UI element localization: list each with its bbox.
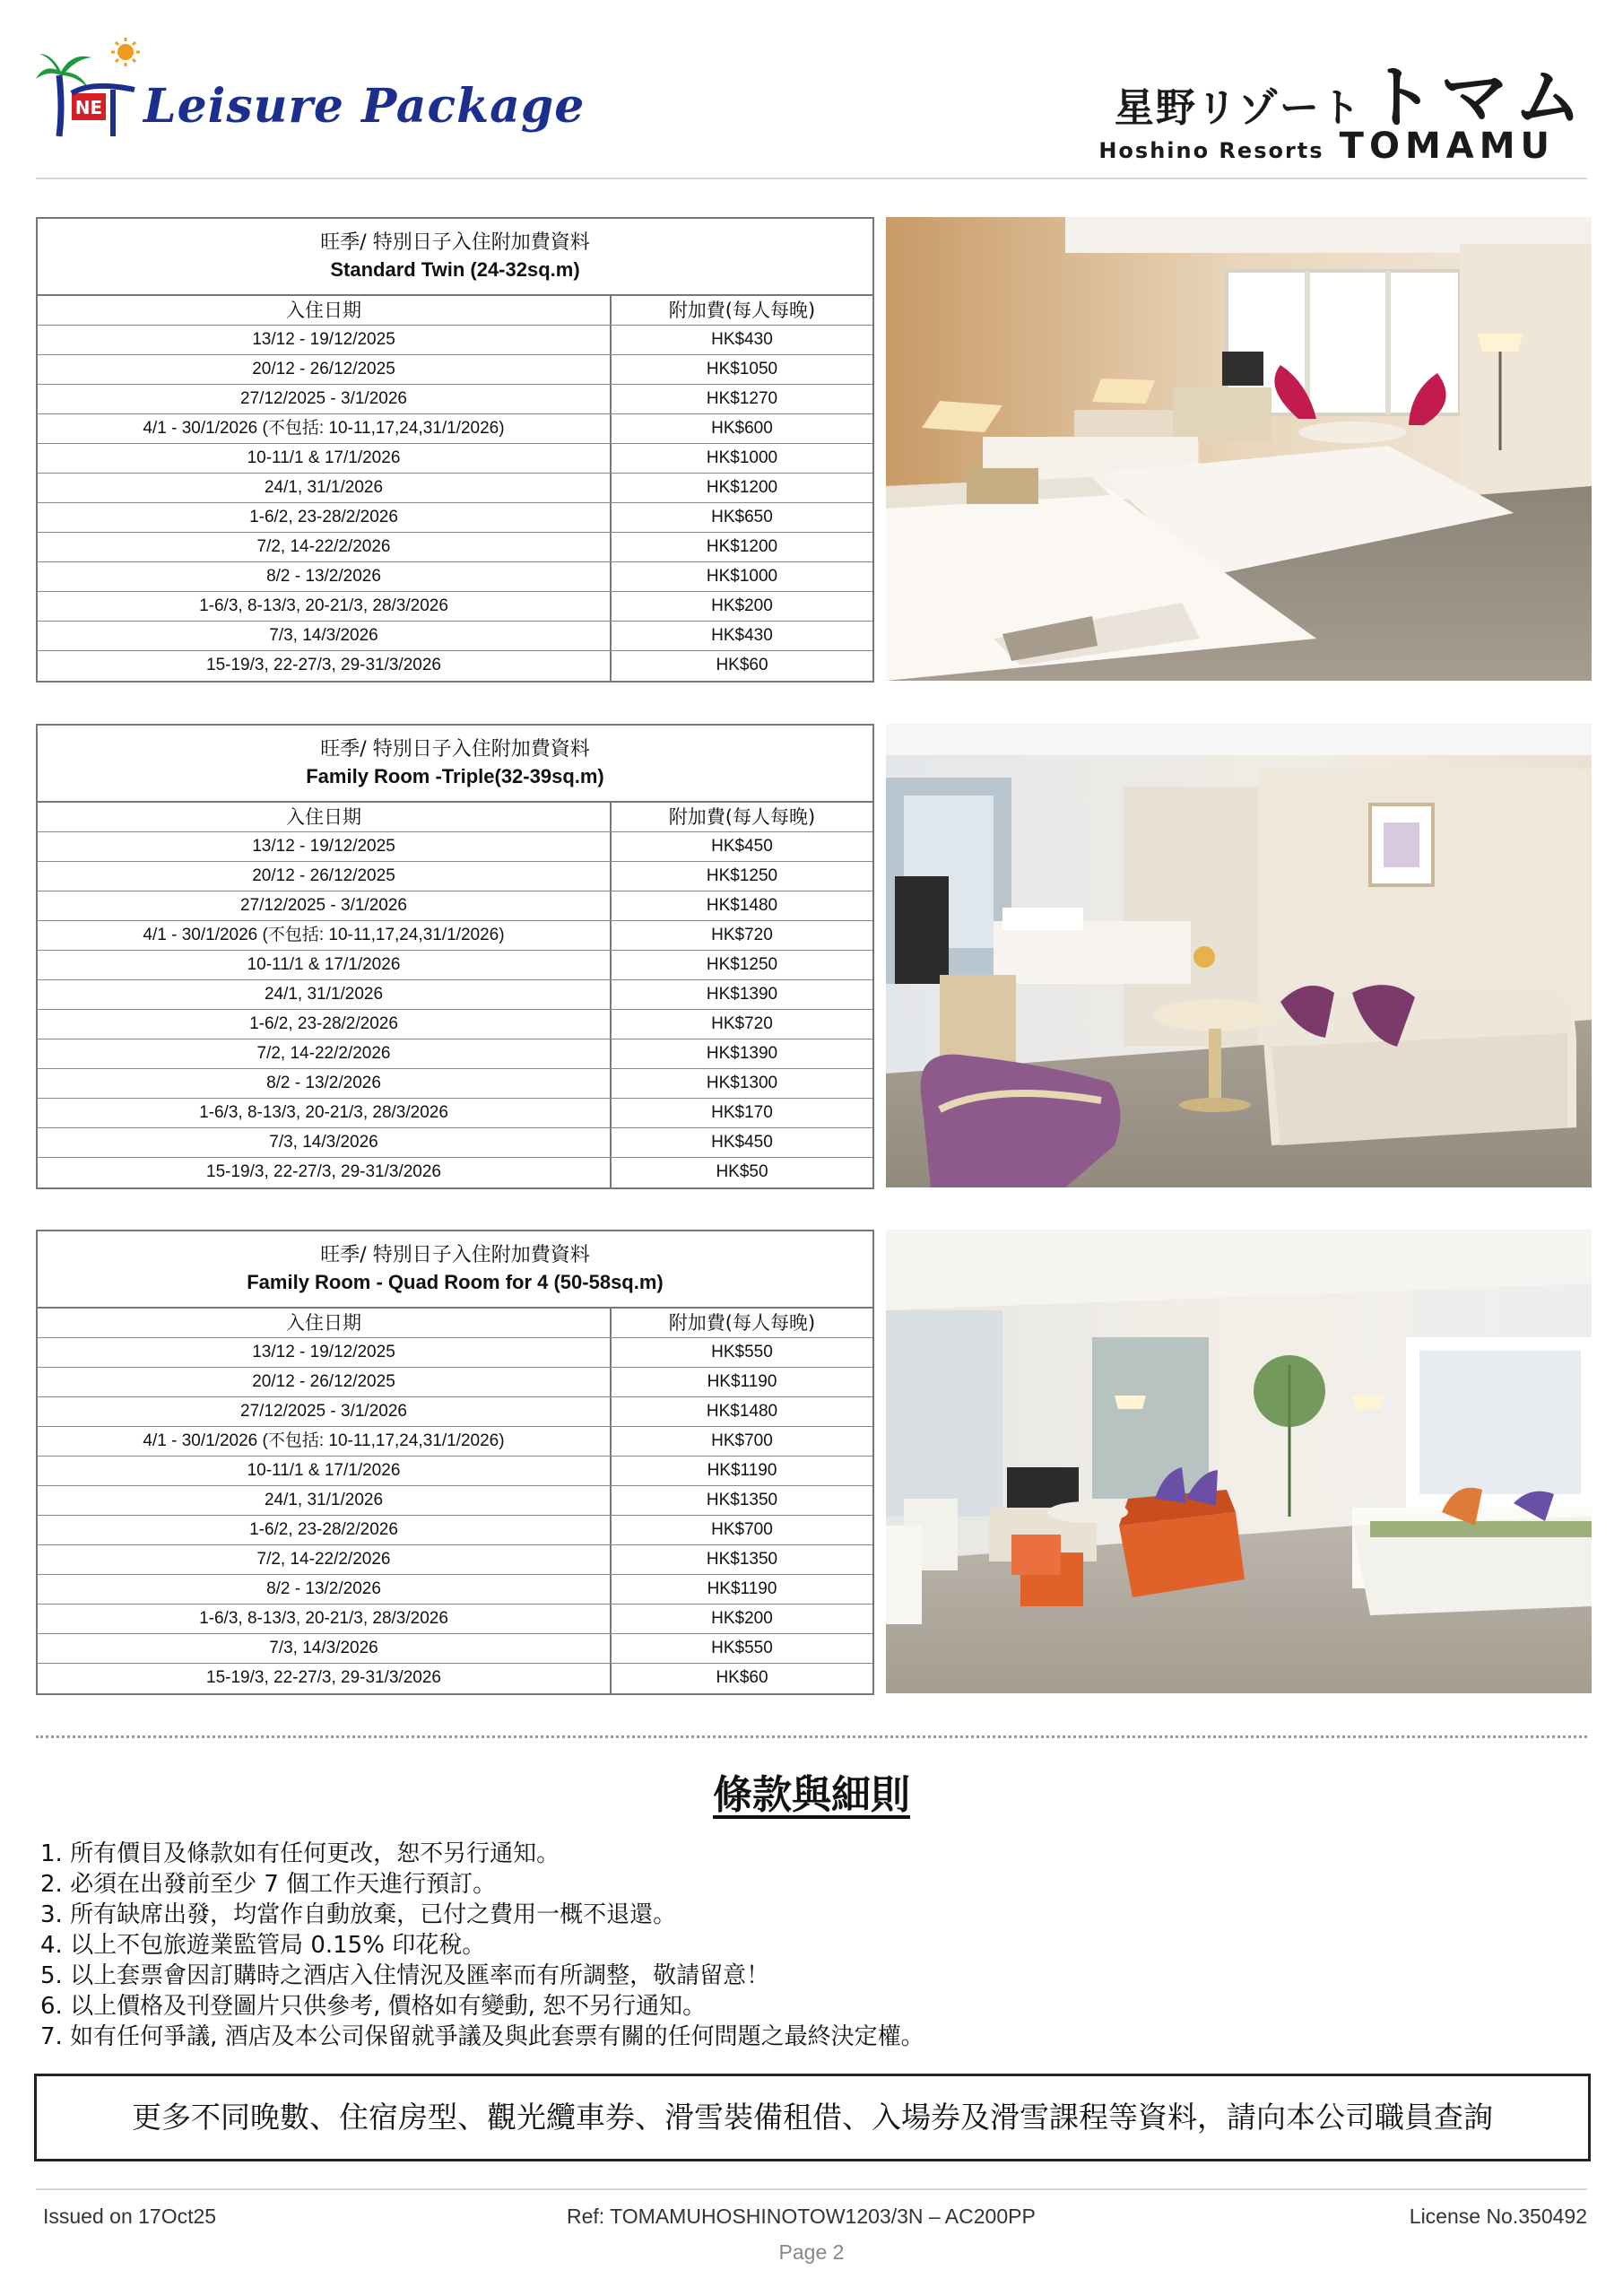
row-date: 1-6/2, 23-28/2/2026 [38,1010,612,1039]
table-title [38,1231,872,1309]
hotel-name-en [1098,126,1555,167]
table-title-zh: 旺季/ 特別日子入住附加費資料 [320,738,590,761]
row-date: 8/2 - 13/2/2026 [38,1069,612,1098]
row-date: 20/12 - 26/12/2025 [38,355,612,384]
row-fee: HK$1390 [706,985,778,1004]
issued-date: Issued on 17Oct25 [43,2205,217,2228]
row-date: 10-11/1 & 17/1/2026 [38,1457,612,1485]
row-date: 4/1 - 30/1/2026 (不包括: 10-11,17,24,31/1/2026) [38,1427,612,1456]
row-fee: HK$1270 [706,389,778,408]
table-row [38,1664,872,1693]
table-row [38,1368,872,1397]
row-date: 4/1 - 30/1/2026 (不包括: 10-11,17,24,31/1/2026) [38,414,612,443]
terms-item: 1. 所有價目及條款如有任何更改，恕不另行通知。 [40,1840,560,1867]
hotel-name-en-big: TOMAMU [1339,126,1555,167]
table-title-room: Family Room -Triple(32-39sq.m) [306,765,604,787]
table-row [38,474,872,503]
row-date: 24/1, 31/1/2026 [38,474,612,502]
column-header-fee: 附加費(每人每晚) [668,300,816,321]
row-date: 1-6/3, 8-13/3, 20-21/3, 28/3/2026 [38,1605,612,1633]
table-row [38,1039,872,1069]
terms-item: 5. 以上套票會因訂購時之酒店入住情況及匯率而有所調整，敬請留意！ [40,1962,770,1989]
row-fee: HK$430 [711,626,773,645]
table-row [38,503,872,533]
row-fee: HK$430 [711,330,773,349]
row-date: 4/1 - 30/1/2026 (不包括: 10-11,17,24,31/1/2026) [38,921,612,950]
row-date: 8/2 - 13/2/2026 [38,1575,612,1604]
terms-heading: 條款與細則 [713,1772,910,1818]
table-row [38,1069,872,1099]
table-row [38,562,872,592]
row-date: 10-11/1 & 17/1/2026 [38,444,612,473]
row-fee: HK$1350 [706,1550,778,1569]
terms-item: 2. 必須在出發前至少 7 個工作天進行預訂。 [40,1871,497,1898]
row-fee: HK$550 [711,1639,773,1657]
table-row [38,891,872,921]
terms-list [40,1839,1583,2052]
table-row [38,533,872,562]
table-title-room: Family Room - Quad Room for 4 (50-58sq.m) [247,1271,664,1293]
rate-table [36,1230,874,1695]
row-date: 1-6/2, 23-28/2/2026 [38,1516,612,1544]
row-date: 15-19/3, 22-27/3, 29-31/3/2026 [38,1664,612,1693]
table-row [38,326,872,355]
row-fee: HK$1250 [706,955,778,974]
hotel-name-jp-small: 星野リゾート [1114,85,1362,131]
room-photo-family-quad [886,1230,1592,1693]
page-footer [36,2188,1587,2287]
license-number: License No.350492 [1409,2205,1587,2228]
enquiry-notice-box: 更多不同晚數、住宿房型、觀光纜車券、滑雪裝備租借、入場券及滑雪課程等資料，請向本公司職員查詢 [34,2074,1591,2161]
row-fee: HK$450 [711,1133,773,1152]
terms-item: 4. 以上不包旅遊業監管局 0.15% 印花稅。 [40,1932,486,1959]
row-date: 7/3, 14/3/2026 [38,1128,612,1157]
table-row [38,592,872,622]
row-date: 1-6/2, 23-28/2/2026 [38,503,612,532]
table-row [38,832,872,862]
table-row [38,951,872,980]
table-row [38,355,872,385]
row-date: 7/2, 14-22/2/2026 [38,1039,612,1068]
row-fee: HK$1480 [706,1402,778,1421]
row-date: 7/3, 14/3/2026 [38,622,612,650]
rate-table [36,724,874,1189]
table-row [38,921,872,951]
row-fee: HK$1200 [706,478,778,497]
row-fee: HK$720 [711,1014,773,1033]
terms-item: 6. 以上價格及刊登圖片只供參考, 價格如有變動, 恕不另行通知。 [40,1993,707,2020]
row-fee: HK$1000 [706,448,778,467]
table-row [38,862,872,891]
company-logo [36,36,586,152]
row-date: 20/12 - 26/12/2025 [38,862,612,891]
rate-table [36,217,874,683]
table-row [38,1575,872,1605]
table-header-row [38,1309,872,1338]
table-header-row [38,803,872,832]
row-fee: HK$1480 [706,896,778,915]
table-row [38,1516,872,1545]
svg-text:NE: NE [74,97,103,118]
page-header [36,27,1587,179]
rate-section-family-quad [36,1230,1592,1693]
row-date: 13/12 - 19/12/2025 [38,832,612,861]
row-date: 7/3, 14/3/2026 [38,1634,612,1663]
row-fee: HK$60 [716,1668,768,1687]
table-row [38,385,872,414]
dotted-divider [36,1735,1587,1738]
reference-code: Ref: TOMAMUHOSHINOTOW1203/3N – AC200PP [567,2205,1036,2228]
table-row [38,1128,872,1158]
row-date: 7/2, 14-22/2/2026 [38,1545,612,1574]
row-fee: HK$1350 [706,1491,778,1509]
row-date: 7/2, 14-22/2/2026 [38,533,612,561]
rate-section-standard-twin [36,217,1592,681]
row-date: 10-11/1 & 17/1/2026 [38,951,612,979]
table-row [38,1486,872,1516]
palm-tree-logo-icon [36,36,143,152]
table-row [38,1427,872,1457]
brand-name: Leisure Package [143,79,586,134]
table-row [38,1010,872,1039]
row-date: 13/12 - 19/12/2025 [38,326,612,354]
row-date: 8/2 - 13/2/2026 [38,562,612,591]
row-fee: HK$200 [711,1609,773,1628]
row-fee: HK$1200 [706,537,778,556]
rate-section-family-triple [36,724,1592,1187]
row-date: 27/12/2025 - 3/1/2026 [38,385,612,413]
row-fee: HK$1190 [707,1579,777,1598]
table-header-row [38,296,872,326]
row-fee: HK$450 [711,837,773,856]
table-row [38,1457,872,1486]
column-header-fee: 附加費(每人每晚) [668,1312,816,1334]
terms-item: 7. 如有任何爭議, 酒店及本公司保留就爭議及與此套票有關的任何問題之最終決定權。 [40,2023,924,2050]
table-title-zh: 旺季/ 特別日子入住附加費資料 [320,231,590,254]
row-date: 24/1, 31/1/2026 [38,980,612,1009]
row-fee: HK$1390 [706,1044,778,1063]
table-title [38,219,872,296]
row-date: 1-6/3, 8-13/3, 20-21/3, 28/3/2026 [38,592,612,621]
table-row [38,1605,872,1634]
row-fee: HK$1250 [706,866,778,885]
room-photo-family-triple [886,724,1592,1187]
row-date: 20/12 - 26/12/2025 [38,1368,612,1396]
table-title-room: Standard Twin (24-32sq.m) [330,258,580,281]
table-row [38,651,872,681]
row-fee: HK$200 [711,596,773,615]
table-row [38,1397,872,1427]
row-date: 15-19/3, 22-27/3, 29-31/3/2026 [38,1158,612,1187]
table-row [38,1338,872,1368]
row-fee: HK$720 [711,926,773,944]
row-fee: HK$1000 [706,567,778,586]
table-row [38,1545,872,1575]
row-fee: HK$1050 [706,360,778,378]
row-fee: HK$1190 [707,1461,777,1480]
row-date: 13/12 - 19/12/2025 [38,1338,612,1367]
row-fee: HK$1190 [707,1372,777,1391]
row-fee: HK$1300 [706,1074,778,1092]
row-fee: HK$700 [711,1520,773,1539]
row-fee: HK$650 [711,508,773,526]
row-fee: HK$600 [711,419,773,438]
row-fee: HK$60 [716,656,768,674]
hotel-name-jp-big: トマム [1367,57,1587,137]
column-header-date: 入住日期 [38,1309,612,1337]
room-photo-standard-twin [886,217,1592,681]
row-date: 24/1, 31/1/2026 [38,1486,612,1515]
page-number: Page 2 [778,2240,845,2264]
row-date: 27/12/2025 - 3/1/2026 [38,1397,612,1426]
table-row [38,414,872,444]
table-row [38,1158,872,1187]
row-fee: HK$50 [716,1162,768,1181]
table-row [38,1099,872,1128]
table-row [38,622,872,651]
row-fee: HK$170 [711,1103,773,1122]
row-fee: HK$700 [711,1431,773,1450]
row-date: 27/12/2025 - 3/1/2026 [38,891,612,920]
hotel-name-en-small: Hoshino Resorts [1098,138,1324,163]
row-date: 1-6/3, 8-13/3, 20-21/3, 28/3/2026 [38,1099,612,1127]
column-header-date: 入住日期 [38,296,612,325]
column-header-fee: 附加費(每人每晚) [668,806,816,828]
terms-item: 3. 所有缺席出發，均當作自動放棄，已付之費用一概不退還。 [40,1901,677,1928]
row-date: 15-19/3, 22-27/3, 29-31/3/2026 [38,651,612,681]
table-row [38,1634,872,1664]
table-title [38,726,872,803]
table-title-zh: 旺季/ 特別日子入住附加費資料 [320,1244,590,1266]
row-fee: HK$550 [711,1343,773,1361]
table-row [38,444,872,474]
hoshino-tomamu-logo [1098,43,1587,169]
table-row [38,980,872,1010]
column-header-date: 入住日期 [38,803,612,831]
